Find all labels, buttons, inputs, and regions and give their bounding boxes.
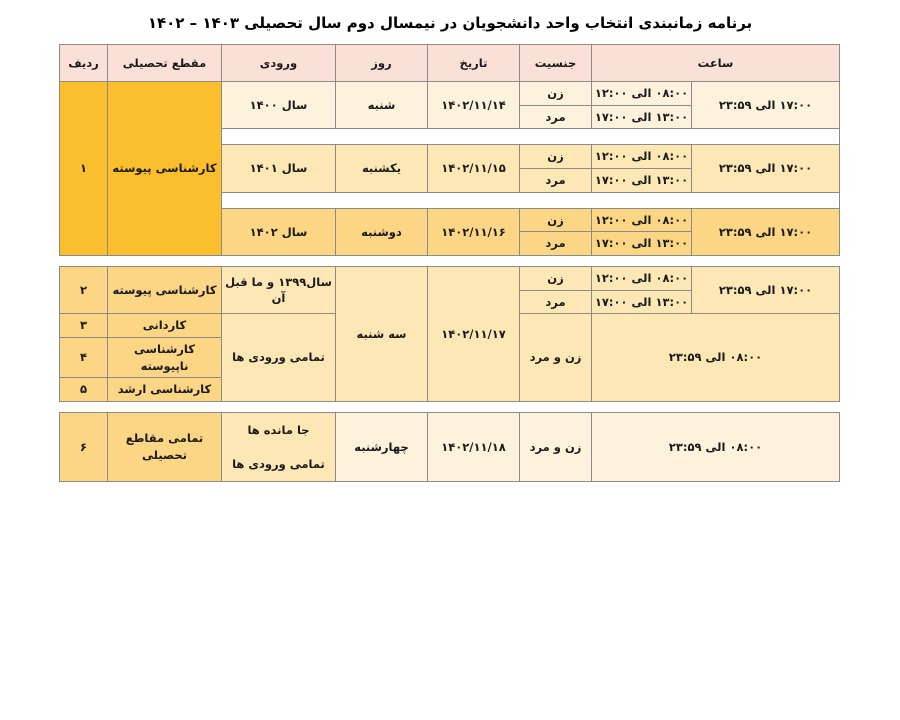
time-slot: ۱۳:۰۰ الی ۱۷:۰۰: [591, 105, 691, 129]
time-slot: ۰۸:۰۰ الی ۱۲:۰۰: [592, 267, 692, 291]
entry-cell: سال۱۳۹۹ و ما قبل آن: [222, 267, 336, 314]
gender-cell: زن: [519, 208, 591, 232]
table-header-row: [59, 45, 839, 82]
gender-cell: زن و مرد: [520, 413, 592, 482]
gender-cell: مرد: [519, 169, 591, 193]
row-number-cell: ۶: [60, 413, 108, 482]
header-gender: جنسیت: [519, 45, 591, 82]
day-cell: سه شنبه: [336, 267, 428, 402]
date-cell: ۱۴۰۲/۱۱/۱۵: [427, 145, 519, 192]
time-slot: ۱۳:۰۰ الی ۱۷:۰۰: [591, 232, 691, 256]
level-cell: تمامی مقاطع تحصیلی: [108, 413, 222, 482]
date-cell: ۱۴۰۲/۱۱/۱۸: [428, 413, 520, 482]
day-cell: یکشنبه: [335, 145, 427, 192]
row-number-cell: ۳: [60, 314, 108, 338]
day-cell: چهارشنبه: [336, 413, 428, 482]
date-cell: ۱۴۰۲/۱۱/۱۷: [428, 267, 520, 402]
header-level: مقطع تحصیلی: [107, 45, 221, 82]
level-cell: کارشناسی پیوسته: [107, 82, 221, 256]
entry-cell-line2: تمامی ورودی ها: [222, 447, 336, 482]
gender-cell: زن: [519, 82, 591, 106]
table-row: [60, 413, 840, 448]
entry-cell: سال ۱۴۰۰: [221, 82, 335, 129]
level-cell: کاردانی: [108, 314, 222, 338]
gender-cell: مرد: [520, 290, 592, 314]
row-number-cell: ۲: [60, 267, 108, 314]
spacer-cell: [221, 129, 839, 145]
table-gap: [60, 256, 840, 266]
time-merged: ۱۷:۰۰ الی ۲۳:۵۹: [692, 145, 840, 192]
header-date: تاریخ: [427, 45, 519, 82]
time-merged: ۱۷:۰۰ الی ۲۳:۵۹: [692, 82, 840, 129]
entry-cell: سال ۱۴۰۲: [221, 208, 335, 255]
schedule-table-wrapper: [0, 44, 900, 482]
entry-cell-line1: جا مانده ها: [222, 413, 336, 448]
level-cell: کارشناسی ارشد: [108, 378, 222, 402]
header-day: روز: [335, 45, 427, 82]
row-number-cell: ۴: [60, 338, 108, 378]
schedule-table-block-1: [59, 44, 840, 256]
gender-cell: مرد: [519, 232, 591, 256]
header-row: ردیف: [59, 45, 107, 82]
level-cell: کارشناسی پیوسته: [108, 267, 222, 314]
time-merged: ۰۸:۰۰ الی ۲۳:۵۹: [592, 314, 840, 402]
level-cell: کارشناسی ناپیوسته: [108, 338, 222, 378]
day-cell: دوشنبه: [335, 208, 427, 255]
schedule-table-block-2: [59, 266, 840, 402]
header-entry: ورودی: [221, 45, 335, 82]
table-gap: [60, 402, 840, 412]
row-number-cell: ۱: [59, 82, 107, 256]
gender-cell: زن: [520, 267, 592, 291]
row-number-cell: ۵: [60, 378, 108, 402]
time-merged: ۱۷:۰۰ الی ۲۳:۵۹: [692, 267, 840, 314]
gender-cell: زن و مرد: [520, 314, 592, 402]
day-cell: شنبه: [335, 82, 427, 129]
time-slot: ۰۸:۰۰ الی ۱۲:۰۰: [591, 145, 691, 169]
time-slot: ۰۸:۰۰ الی ۱۲:۰۰: [591, 208, 691, 232]
entry-cell: سال ۱۴۰۱: [221, 145, 335, 192]
schedule-table-block-3: [59, 412, 840, 482]
gender-cell: مرد: [519, 105, 591, 129]
time-merged: ۰۸:۰۰ الی ۲۳:۵۹: [592, 413, 840, 482]
time-slot: ۰۸:۰۰ الی ۱۲:۰۰: [591, 82, 691, 106]
gender-cell: زن: [519, 145, 591, 169]
table-row: [60, 267, 840, 291]
page-title: برنامه زمانبندی انتخاب واحد دانشجویان در نیمسال دوم سال تحصیلی ۱۴۰۳ – ۱۴۰۲: [147, 14, 753, 32]
time-merged: ۱۷:۰۰ الی ۲۳:۵۹: [692, 208, 840, 255]
entry-cell: تمامی ورودی ها: [222, 314, 336, 402]
time-slot: ۱۳:۰۰ الی ۱۷:۰۰: [591, 169, 691, 193]
header-time: ساعت: [591, 45, 839, 82]
date-cell: ۱۴۰۲/۱۱/۱۴: [427, 82, 519, 129]
date-cell: ۱۴۰۲/۱۱/۱۶: [427, 208, 519, 255]
time-slot: ۱۳:۰۰ الی ۱۷:۰۰: [592, 290, 692, 314]
spacer-cell: [221, 192, 839, 208]
table-row: [59, 82, 839, 106]
